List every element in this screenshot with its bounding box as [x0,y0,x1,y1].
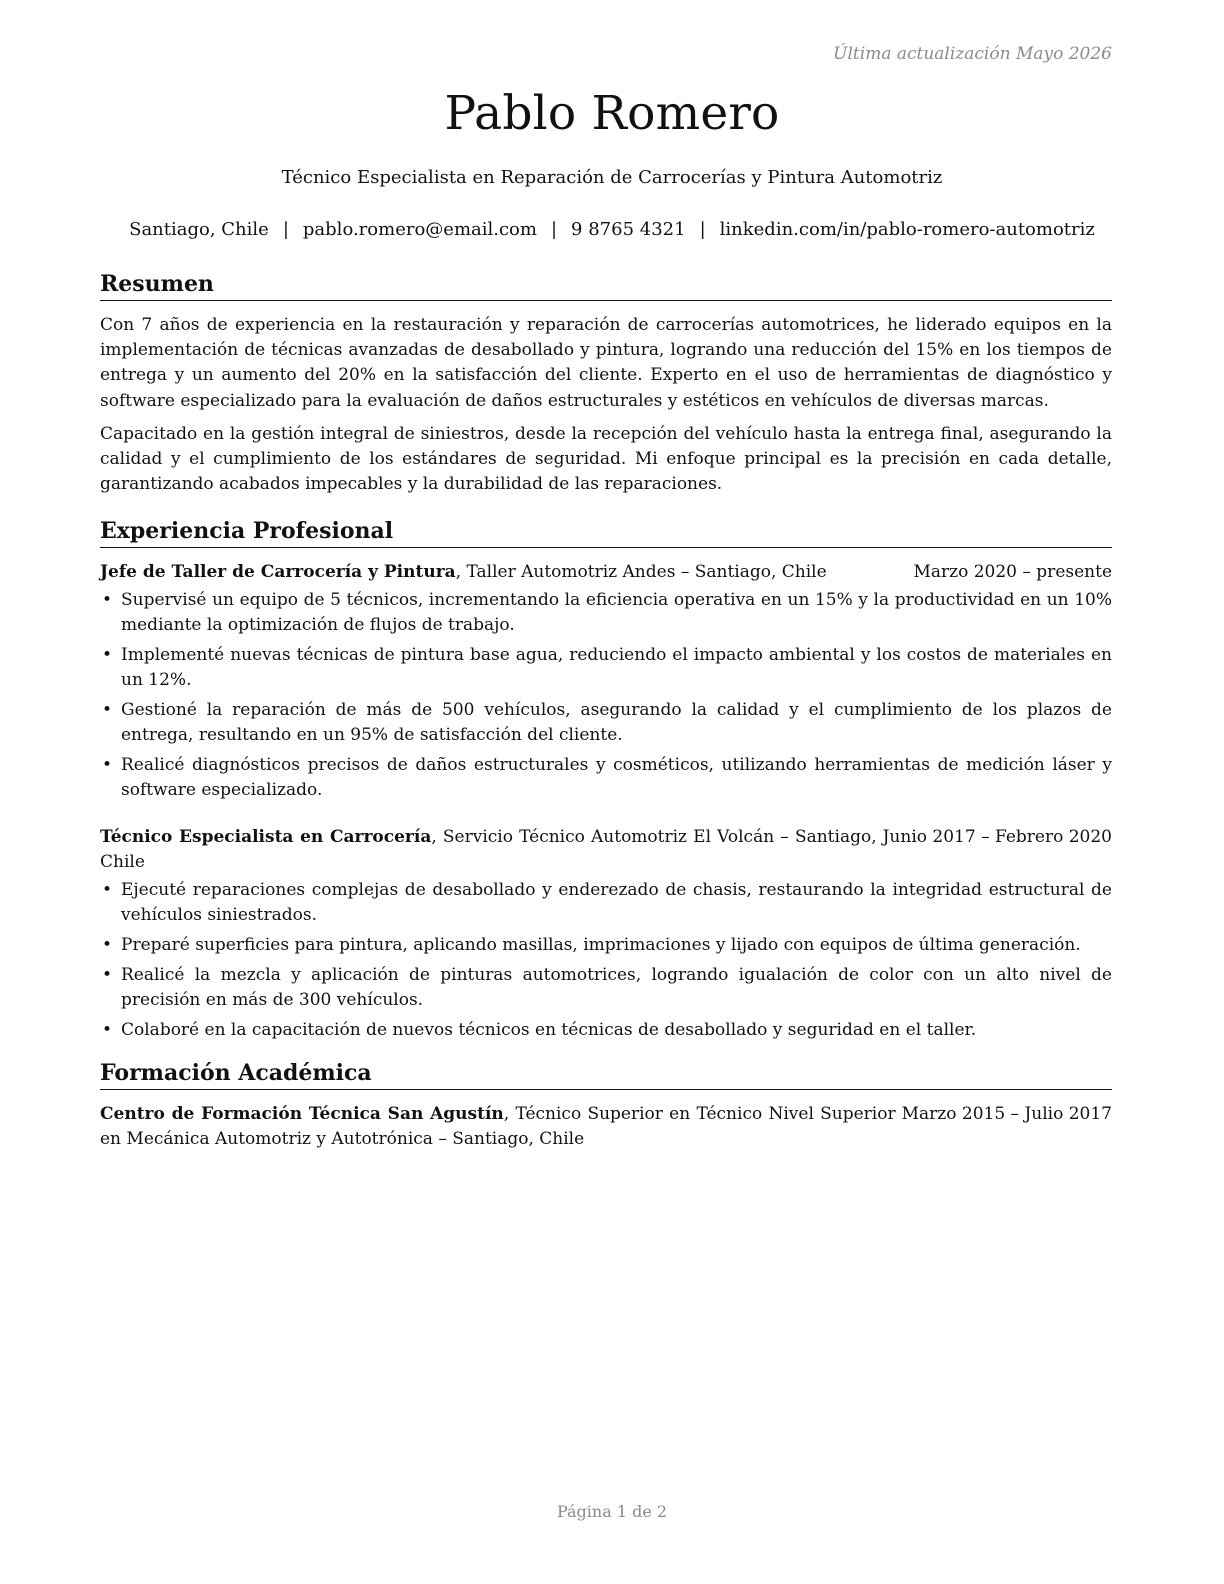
job-dates: Marzo 2020 – presente [913,562,1112,583]
job-header [100,825,1112,875]
page-number: Página 1 de 2 [556,1502,668,1521]
summary-paragraph: Con 7 años de experiencia en la restauración y reparación de carrocerías automotrices, he liderado equipos en la implementación de técnicas avanzadas de desabollado y pintura, logrando una reducción del 15% en los tiempos de entrega y un aumento del 20% en la satisfacción del cliente. Experto en el uso de herramientas de diagnóstico y software especializado para la evaluación de daños estructurales y estéticos en vehículos de diversas marcas. [100,315,1112,411]
section-title-experience: Experiencia Profesional [100,517,1112,548]
bullet-item [100,1018,1112,1043]
bullet-item [100,963,1112,1013]
education-entry [100,1102,1112,1152]
job-bullets [100,878,1112,1043]
bullet-icon: • [102,645,113,666]
bullet-text: Supervisé un equipo de 5 técnicos, incrementando la eficiencia operativa en un 15% y la productividad en un 10% mediante la optimización de flujos de trabajo. [121,590,1112,636]
bullet-text: Preparé superficies para pintura, aplicando masillas, imprimaciones y lijado con equipos de última generación. [121,935,1081,956]
contact-linkedin[interactable]: linkedin.com/in/pablo-romero-automotriz [719,219,1095,240]
education-details: , Técnico Superior en Técnico Nivel Superior en Mecánica Automotriz y Autotrónica – Santiago, Chile [100,1104,896,1150]
job-dates: Junio 2017 – Febrero 2020 [882,827,1112,848]
education-institution: Centro de Formación Técnica San Agustín [100,1104,504,1125]
bullet-icon: • [102,965,113,986]
bullet-text: Gestioné la reparación de más de 500 vehículos, asegurando la calidad y el cumplimiento de los plazos de entrega, resultando en un 95% de satisfacción del cliente. [121,700,1112,746]
bullet-item [100,698,1112,748]
bullet-text: Ejecuté reparaciones complejas de desabollado y enderezado de chasis, restaurando la integridad estructural de vehículos siniestrados. [121,880,1112,926]
contact-line [0,219,1224,240]
contact-separator: | [550,219,558,240]
bullet-icon: • [102,755,113,776]
professional-title: Técnico Especialista en Reparación de Carrocerías y Pintura Automotriz [281,167,943,188]
bullet-item [100,933,1112,958]
bullet-icon: • [102,880,113,901]
job-role: Técnico Especialista en Carrocería [100,827,432,848]
job-header-left [100,560,907,585]
contact-phone: 9 8765 4321 [571,219,686,240]
job-entry [100,560,1112,803]
job-entry [100,825,1112,1043]
job-company: , Servicio Técnico Automotriz El Volcán – Santiago, Chile [100,827,877,873]
bullet-icon: • [102,590,113,611]
resume-body [100,270,1112,1155]
experience-section [100,517,1112,1043]
education-left [100,1102,896,1152]
bullet-item [100,878,1112,928]
contact-separator: | [699,219,706,240]
education-section [100,1059,1112,1152]
bullet-icon: • [102,700,113,721]
bullet-text: Realicé la mezcla y aplicación de pinturas automotrices, logrando igualación de color con un alto nivel de precisión en más de 300 vehículos. [121,965,1112,1011]
summary-section [100,270,1112,497]
summary-paragraph: Capacitado en la gestión integral de siniestros, desde la recepción del vehículo hasta la entrega final, asegurando la calidad y el cumplimiento de los estándares de seguridad. Mi enfoque principal es la precisión en cada detalle, garantizando acabados impecables y la durabilidad de las reparaciones. [100,423,1112,495]
education-dates: Marzo 2015 – Julio 2017 [901,1104,1112,1125]
bullet-text: Implementé nuevas técnicas de pintura base agua, reduciendo el impacto ambiental y los costos de materiales en un 12%. [121,645,1112,691]
person-name: Pablo Romero [444,86,780,141]
contact-email[interactable]: pablo.romero@email.com [302,219,537,240]
job-company: , Taller Automotriz Andes – Santiago, Chile [455,562,827,583]
job-bullets [100,588,1112,803]
job-header-left [100,825,877,875]
contact-separator: | [282,219,289,240]
contact-location: Santiago, Chile [129,219,269,240]
job-header [100,560,1112,585]
bullet-item [100,753,1112,803]
bullet-item [100,588,1112,638]
bullet-icon: • [102,935,113,956]
section-title-summary: Resumen [100,270,1112,301]
job-role: Jefe de Taller de Carrocería y Pintura [100,562,456,583]
bullet-text: Realicé diagnósticos precisos de daños estructurales y cosméticos, utilizando herramientas de medición láser y software especializado. [121,755,1112,801]
bullet-text: Colaboré en la capacitación de nuevos técnicos en técnicas de desabollado y seguridad en el taller. [121,1020,977,1041]
section-title-education: Formación Académica [100,1059,1112,1090]
last-updated: Última actualización Mayo 2026 [833,44,1112,64]
bullet-icon: • [102,1020,113,1041]
bullet-item [100,643,1112,693]
